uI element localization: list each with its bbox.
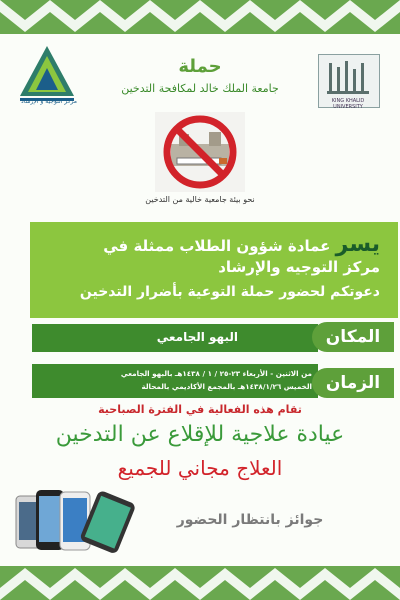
- time-label: الزمان: [312, 368, 394, 398]
- kku-emblem-icon: [319, 55, 379, 99]
- top-decorative-pattern: [0, 0, 400, 40]
- guidance-center-logo: [16, 44, 78, 118]
- place-label: المكان: [312, 322, 394, 352]
- banner-line-3: دعوتكم لحضور حملة التوعية بأضرار التدخين: [79, 284, 380, 300]
- free-treatment: العلاج مجاني للجميع: [117, 456, 283, 480]
- banner-line-1: [40, 232, 380, 257]
- no-smoking-icon: [153, 110, 247, 194]
- logo-left-caption: مركز التوجيه و الإرشاد: [21, 98, 77, 105]
- time-line-1: من الاثنين - الأربعاء ٢٣-٢٥ / ١ / ١٤٣٨هـ بالبهو الجامعي: [120, 369, 312, 378]
- place-value: البهو الجامعي: [156, 330, 238, 344]
- place-bar: [32, 324, 318, 352]
- clinic-heading: عيادة علاجية للإقلاع عن التدخين: [55, 422, 345, 447]
- logo-right-caption: KING KHALID UNIVERSITY: [331, 98, 365, 110]
- banner-line-1-text: عمادة شؤون الطلاب ممثلة في: [103, 237, 331, 255]
- tagline: نحو بيئة جامعية خالية من التدخين: [145, 195, 255, 204]
- campaign-subtitle: جامعة الملك خالد لمكافحة التدخين: [121, 82, 279, 95]
- time-line-2: الخميس ١٤٣٨/١/٢٦هـ بالمجمع الأكاديمي بالمحالة: [141, 382, 312, 391]
- banner-line-2: مركز التوجيه والإرشاد: [218, 258, 380, 276]
- bottom-decorative-pattern: [0, 560, 400, 600]
- banner-yasur: يسر: [335, 232, 380, 257]
- morning-note: تقام هذه الفعالية في الفترة الصباحية: [98, 403, 302, 416]
- time-bar: [32, 364, 318, 398]
- prizes-note: جوائز بانتظار الحضور: [176, 512, 324, 528]
- campaign-title: حملة: [178, 56, 222, 77]
